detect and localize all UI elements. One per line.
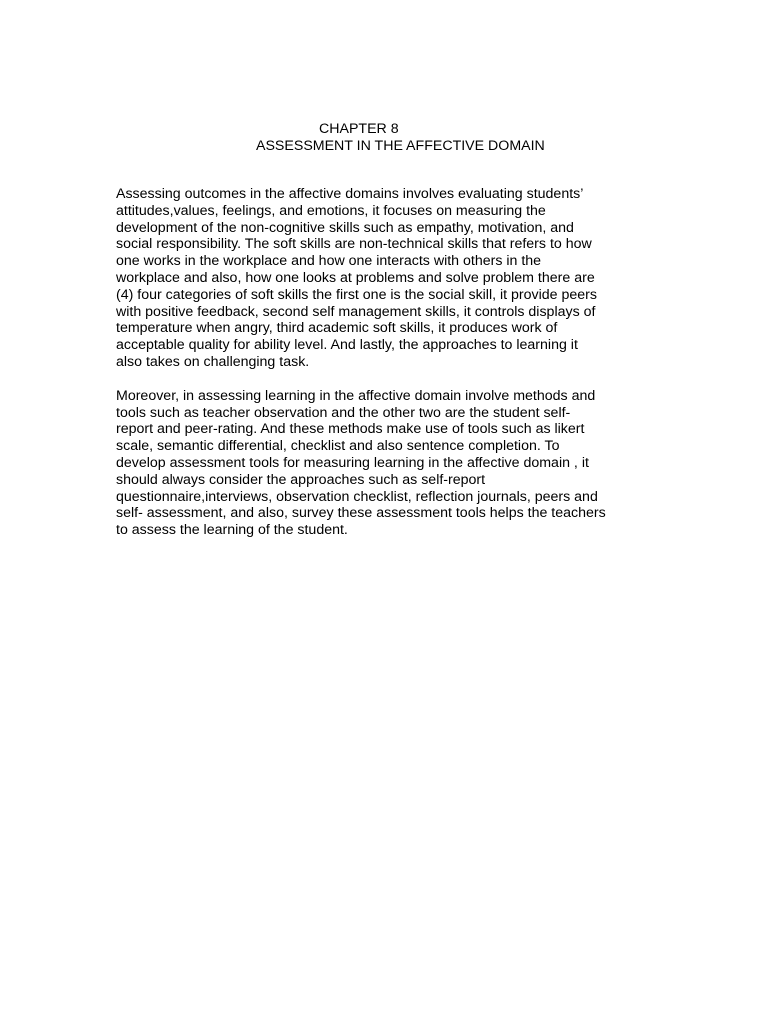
text-line: with positive feedback, second self management skills, it controls displays of xyxy=(116,303,596,320)
paragraph-1 xyxy=(116,186,656,371)
text-line: acceptable quality for ability level. And lastly, the approaches to learning it xyxy=(116,337,578,354)
text-line: develop assessment tools for measuring learning in the affective domain , it xyxy=(116,454,589,471)
text-line: report and peer-rating. And these methods make use of tools such as likert xyxy=(116,421,585,438)
text-line: questionnaire,interviews, observation checklist, reflection journals, peers and xyxy=(116,488,598,505)
chapter-label: CHAPTER 8 xyxy=(319,121,399,137)
text-line: to assess the learning of the student. xyxy=(116,522,348,539)
text-line: workplace and also, how one looks at problems and solve problem there are xyxy=(116,269,595,286)
text-line: attitudes,values, feelings, and emotions, it focuses on measuring the xyxy=(116,202,546,219)
document-body xyxy=(116,186,656,539)
text-line: self- assessment, and also, survey these assessment tools helps the teachers xyxy=(116,505,606,522)
text-line: development of the non-cognitive skills such as empathy, motivation, and xyxy=(116,219,574,236)
text-line: Moreover, in assessing learning in the affective domain involve methods and xyxy=(116,387,596,404)
text-line: scale, semantic differential, checklist and also sentence completion. To xyxy=(116,438,560,455)
text-line: should always consider the approaches such as self-report xyxy=(116,471,486,488)
paragraph-2 xyxy=(116,388,656,539)
page-title: ASSESSMENT IN THE AFFECTIVE DOMAIN xyxy=(256,138,545,154)
text-line: Assessing outcomes in the affective domains involves evaluating students’ xyxy=(116,186,584,202)
text-line: (4) four categories of soft skills the first one is the social skill, it provide peers xyxy=(116,286,597,303)
text-line: tools such as teacher observation and the other two are the student self- xyxy=(116,404,571,421)
text-line: temperature when angry, third academic soft skills, it produces work of xyxy=(116,320,558,337)
text-line: also takes on challenging task. xyxy=(116,353,310,370)
text-line: social responsibility. The soft skills are non-technical skills that refers to how xyxy=(116,236,592,253)
text-line: one works in the workplace and how one interacts with others in the xyxy=(116,253,542,270)
